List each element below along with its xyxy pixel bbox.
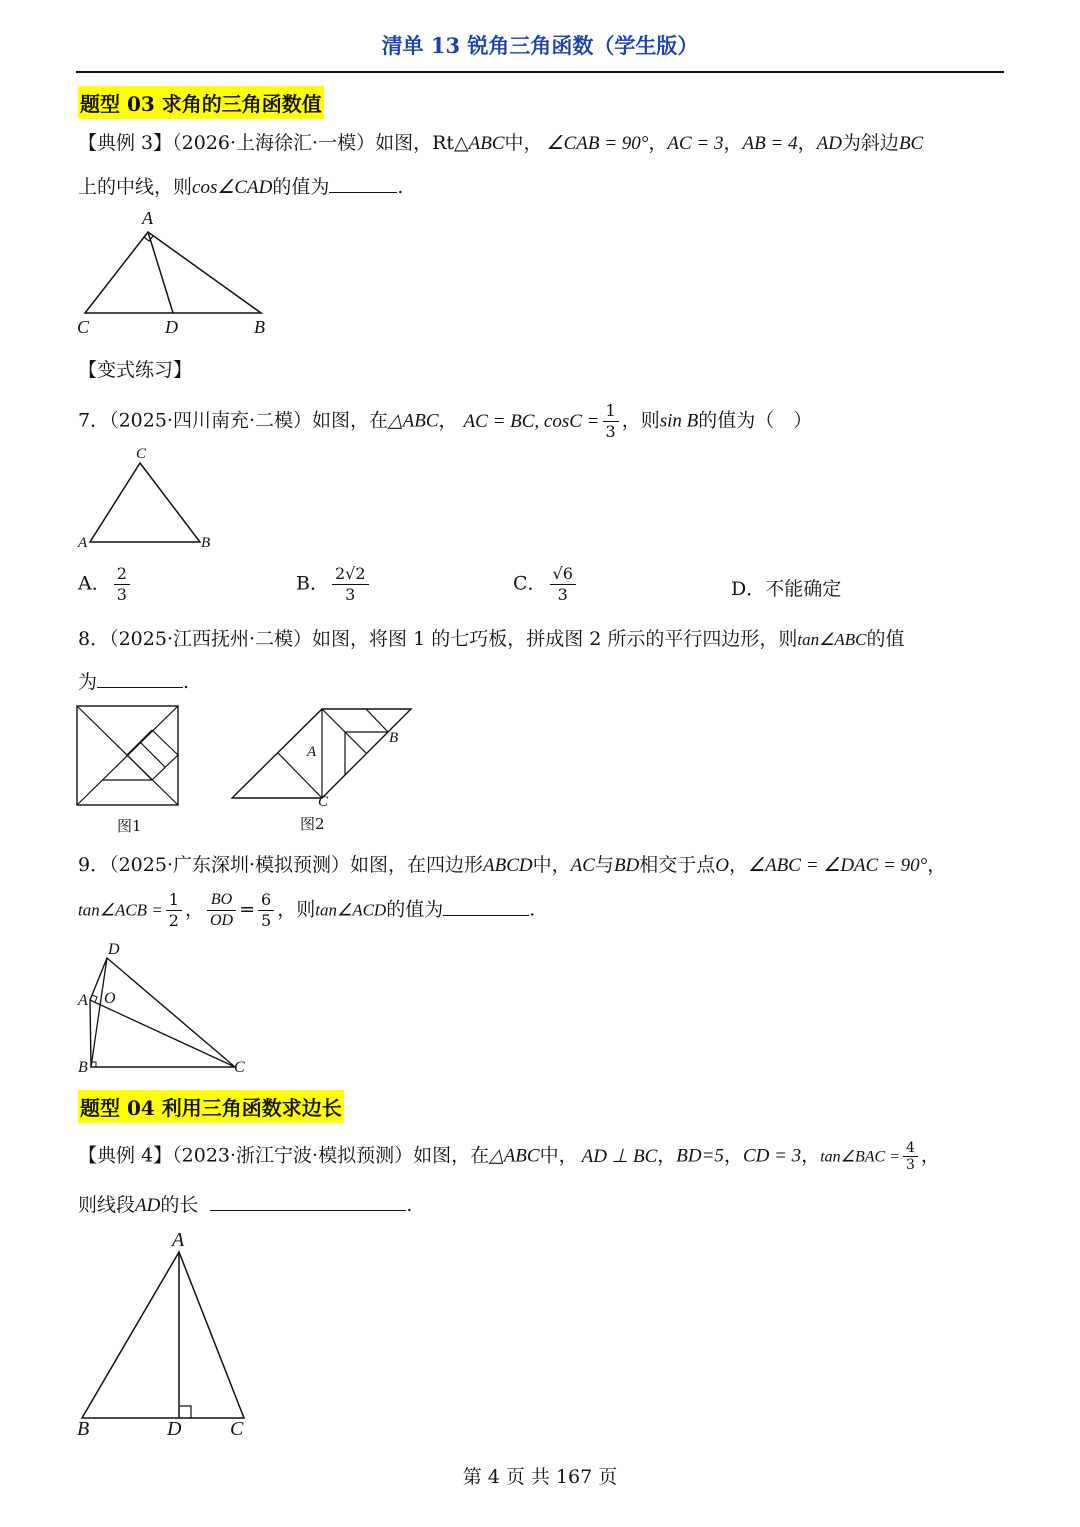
example-4-perp: AD ⊥ BC bbox=[581, 1145, 658, 1167]
question-9-o: O bbox=[715, 855, 730, 876]
figure-label-a: A bbox=[78, 992, 88, 1009]
fraction-denominator: 3 bbox=[906, 1157, 915, 1173]
question-7-triangle: △ABC bbox=[388, 410, 439, 432]
example-3-ac: AC = 3 bbox=[667, 133, 724, 154]
example-4-tag: 【典例 4】 bbox=[78, 1144, 173, 1167]
question-9-bd: BD bbox=[613, 855, 640, 876]
fraction-denominator: 3 bbox=[605, 422, 616, 441]
example-4-line-2 bbox=[78, 1190, 412, 1217]
figure-label-d: D bbox=[108, 941, 120, 958]
fraction-numerator: 6 bbox=[258, 890, 274, 911]
question-9-xj: 相交于点 bbox=[639, 854, 716, 876]
example-3-source: （2026·上海徐汇·一模）如图， bbox=[172, 132, 433, 154]
tangram-line bbox=[127, 730, 152, 755]
choice-d-label: D． bbox=[731, 578, 766, 600]
figure-label-d: D bbox=[165, 317, 178, 337]
question-9-tanacd: tan∠ACD bbox=[315, 900, 387, 920]
question-9-abcd: ABCD bbox=[483, 855, 533, 876]
example-4-line-1: 【典例 4】（2023·浙江宁波·模拟预测）如图，在△ABC中， AD ⊥ BC，BD=5，CD = 3，tan∠BAC = $\frac{4}{3}$ ， bbox=[78, 1140, 940, 1173]
fraction-numerator: √6 bbox=[550, 564, 576, 585]
fraction-numerator: 2 bbox=[114, 564, 130, 585]
tangram-line bbox=[345, 732, 366, 753]
example-4-fraction bbox=[903, 1140, 918, 1173]
example-3-line-2-post: 的值为 bbox=[272, 176, 330, 198]
figure-label-c: C bbox=[318, 794, 329, 810]
figure-2-caption: 图2 bbox=[300, 815, 325, 833]
choice-a-label: A． bbox=[78, 572, 111, 595]
question-9-equals: = bbox=[239, 898, 256, 921]
example-3-text-bc: 为斜边 bbox=[841, 132, 899, 154]
question-9-fraction-3 bbox=[258, 890, 274, 931]
right-angle-mark bbox=[144, 236, 153, 241]
tangram-figure-2 bbox=[228, 705, 418, 805]
fraction-denominator: 3 bbox=[116, 585, 127, 604]
question-8-line-2 bbox=[78, 667, 189, 694]
example-4-tan: tan∠BAC = bbox=[820, 1148, 900, 1166]
tangram-line bbox=[152, 755, 178, 780]
fraction-numerator: BO bbox=[207, 890, 236, 911]
variant-practice-title: 【变式练习】 bbox=[78, 359, 193, 381]
question-9-line-2: tan∠ACB = $\frac{1}{2}$ ， $\frac{BO}{OD}$ = $\frac{6}{5}$ ，则tan∠ACD的值为 . bbox=[78, 890, 536, 930]
question-7-number: 7． bbox=[78, 409, 110, 432]
choice-b-fraction bbox=[332, 564, 369, 605]
question-9-number: 9． bbox=[78, 854, 110, 876]
question-9-text: （2025·广东深圳·模拟预测）如图，在四边形 bbox=[109, 854, 484, 876]
fraction-numerator: 1 bbox=[166, 890, 182, 911]
page-footer: 第 4 页 共 167 页 bbox=[462, 1466, 618, 1488]
question-8-tail: 的值 bbox=[866, 628, 905, 650]
question-9-fraction-1 bbox=[166, 890, 182, 931]
fraction-denominator: 5 bbox=[261, 911, 272, 930]
example-3-rt: Rt△ bbox=[432, 132, 469, 154]
figure-label-b: B bbox=[389, 730, 399, 746]
choice-a-fraction bbox=[114, 564, 130, 605]
question-9-fraction-2 bbox=[207, 890, 236, 931]
example-3-cos: cos∠CAD bbox=[192, 177, 273, 198]
question-9-tanacb: tan∠ACB = bbox=[78, 900, 163, 920]
figure-label-c: C bbox=[230, 1418, 244, 1440]
figure-label-o: O bbox=[104, 990, 116, 1007]
question-9-dot: . bbox=[529, 898, 536, 921]
choice-c-fraction bbox=[550, 564, 576, 605]
header-rule bbox=[76, 71, 1004, 73]
example-3-tag: 【典例 3】 bbox=[78, 132, 173, 154]
example-3-bc: BC bbox=[898, 133, 924, 154]
example-3-zhong: 中， bbox=[504, 132, 543, 154]
section-03-title: 题型 03 求角的三角函数值 bbox=[78, 86, 324, 119]
triangle-abc bbox=[90, 463, 200, 542]
figure-label-d: D bbox=[167, 1418, 182, 1440]
choice-d-text: 不能确定 bbox=[765, 578, 842, 600]
tangram-line bbox=[127, 755, 152, 780]
example-4-source: （2023·浙江宁波·模拟预测）如图，在 bbox=[172, 1144, 490, 1167]
example-4-figure bbox=[78, 1240, 258, 1430]
fraction-numerator: 2√2 bbox=[332, 564, 369, 585]
figure-label-b: B bbox=[201, 535, 211, 551]
figure-label-c: C bbox=[136, 446, 147, 462]
question-8-text: （2025·江西抚州·二模）如图，将图 1 的七巧板，拼成图 2 所示的平行四边形，则 bbox=[109, 628, 798, 650]
question-9-then: ，则 bbox=[277, 898, 316, 921]
fraction-denominator: 3 bbox=[345, 585, 356, 604]
question-9-zhong: 中， bbox=[532, 854, 571, 876]
tangram-line bbox=[152, 730, 178, 755]
triangle-abc bbox=[82, 1252, 244, 1418]
fraction-numerator: 1 bbox=[603, 401, 619, 422]
figure-label-c: C bbox=[77, 317, 90, 337]
answer-blank bbox=[329, 192, 397, 193]
example-3-dot: . bbox=[397, 176, 404, 198]
question-7-source: （2025·四川南充·二模）如图，在 bbox=[109, 409, 389, 432]
median-ad bbox=[148, 232, 173, 313]
example-4-bd: BD=5 bbox=[676, 1145, 724, 1167]
question-9-tail: 的值为 bbox=[386, 898, 444, 921]
answer-blank bbox=[97, 687, 183, 688]
fraction-denominator: 3 bbox=[557, 585, 568, 604]
choice-d[interactable] bbox=[731, 574, 841, 601]
question-7-figure bbox=[78, 450, 218, 550]
choice-a[interactable] bbox=[78, 564, 133, 605]
answer-blank bbox=[443, 915, 529, 916]
choice-c-label: C． bbox=[513, 572, 547, 595]
question-7-fraction bbox=[603, 401, 619, 442]
tangram-line bbox=[140, 742, 165, 767]
question-9-figure bbox=[78, 944, 258, 1074]
page-header-title: 清单 13 锐角三角函数（学生版） bbox=[381, 33, 699, 58]
example-3-line-2 bbox=[78, 172, 403, 199]
figure-label-a: A bbox=[78, 535, 88, 551]
fraction-denominator: OD bbox=[210, 912, 234, 929]
question-8-dot: . bbox=[183, 671, 190, 693]
figure-1-caption: 图1 bbox=[117, 817, 142, 835]
diagonal-ac bbox=[90, 1000, 235, 1067]
example-4-ad: AD bbox=[135, 1195, 161, 1216]
question-7-sinb: sin B bbox=[659, 410, 699, 432]
example-4-line-2-pre: 则线段 bbox=[78, 1194, 136, 1216]
example-3-line-2-pre: 上的中线，则 bbox=[78, 176, 193, 198]
example-4-cd: CD = 3 bbox=[742, 1145, 802, 1167]
figure-label-a: A bbox=[142, 208, 153, 228]
question-9-ac: AC bbox=[570, 855, 595, 876]
fraction-numerator: 4 bbox=[903, 1140, 918, 1157]
example-3-line-1: 【典例 3】（2026·上海徐汇·一模）如图，Rt△ABC中， ∠CAB = 90°，AC = 3，AB = 4，AD为斜边BC bbox=[78, 132, 924, 154]
question-7-tail: 的值为（ ） bbox=[698, 409, 813, 432]
question-9-angles: ∠ABC = ∠DAC = 90° bbox=[748, 855, 928, 876]
answer-blank bbox=[210, 1210, 406, 1211]
figure-label-b: B bbox=[254, 317, 265, 337]
question-8-number: 8． bbox=[78, 628, 110, 650]
question-9-comma: ， bbox=[729, 854, 749, 876]
tangram-line bbox=[322, 709, 345, 732]
question-9-line-1: 9．（2025·广东深圳·模拟预测）如图，在四边形ABCD中，AC与BD相交于点O，∠ABC = ∠DAC = 90°， bbox=[78, 854, 947, 876]
fraction-denominator: 2 bbox=[168, 911, 179, 930]
example-4-dot: . bbox=[406, 1194, 413, 1216]
right-angle-mark bbox=[179, 1406, 191, 1418]
example-3-figure bbox=[78, 210, 278, 340]
choice-c[interactable] bbox=[513, 564, 579, 605]
example-4-line-2-post: 的长 bbox=[160, 1194, 199, 1216]
tangram-line bbox=[366, 709, 388, 732]
section-04-title: 题型 04 利用三角函数求边长 bbox=[78, 1090, 344, 1123]
question-8-line-1 bbox=[78, 624, 904, 651]
figure-label-b: B bbox=[78, 1059, 88, 1076]
figure-label-c: C bbox=[234, 1059, 245, 1076]
choice-b[interactable] bbox=[296, 564, 372, 605]
example-3-abc: ABC bbox=[468, 133, 505, 154]
figure-label-a: A bbox=[172, 1229, 185, 1251]
example-3-ab: AB = 4 bbox=[742, 133, 798, 154]
question-8-tan: tan∠ABC bbox=[797, 630, 867, 649]
question-7-post: ，则 bbox=[621, 409, 660, 432]
tangram-figure-1 bbox=[76, 705, 180, 807]
diagonal-bd bbox=[91, 958, 107, 1067]
question-7-line: 7．（2025·四川南充·二模）如图，在△ABC， AC = BC, cosC = $\frac{1}{3}$ ，则sin B的值为（ ） bbox=[78, 401, 813, 441]
question-8-line-2-text: 为 bbox=[78, 671, 98, 693]
question-9-yu: 与 bbox=[594, 854, 614, 876]
question-7-condition: AC = BC, cosC = bbox=[463, 410, 600, 432]
choice-b-label: B． bbox=[296, 572, 329, 595]
example-3-ad: AD bbox=[816, 133, 842, 154]
triangle-abc bbox=[85, 232, 261, 313]
figure-label-b: B bbox=[77, 1418, 90, 1440]
quadrilateral-abcd bbox=[90, 958, 235, 1067]
example-3-angle: ∠CAB = 90° bbox=[546, 133, 649, 154]
figure-label-a: A bbox=[307, 744, 317, 760]
example-4-zhong: 中， bbox=[539, 1144, 578, 1167]
example-4-triangle: △ABC bbox=[489, 1145, 540, 1167]
